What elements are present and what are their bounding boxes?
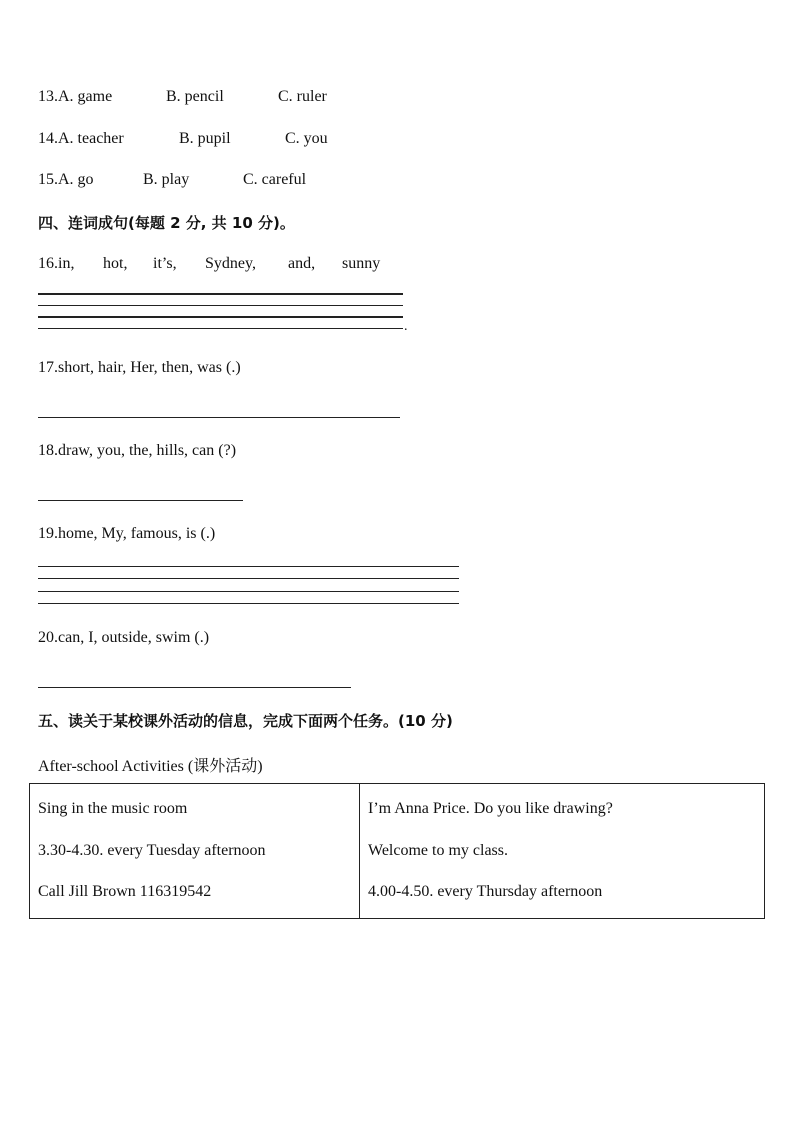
word-list: short, hair, Her, then, was (.) [58,359,241,376]
question-19 [38,525,215,543]
word: hot, [103,255,128,272]
word: it’s, [153,255,177,272]
option-b: B. pencil [166,88,224,105]
answer-line[interactable] [38,328,403,329]
word: in, [58,255,75,272]
question-number: 17. [38,359,58,376]
answer-line[interactable] [38,316,403,318]
word-list: draw, you, the, hills, can (?) [58,442,237,459]
question-number: 18. [38,442,58,459]
answer-line[interactable] [38,603,459,604]
end-period: . [404,319,408,334]
answer-line[interactable] [38,305,403,306]
option-a: A. teacher [58,130,124,147]
question-15 [38,171,306,189]
word: and, [288,255,316,272]
cell-line: 3.30-4.30. every Tuesday afternoon [38,841,266,859]
question-number: 14. [38,130,58,147]
question-number: 20. [38,629,58,646]
option-b: B. pupil [179,130,231,147]
answer-line[interactable] [38,293,403,295]
question-number: 19. [38,525,58,542]
word-list: can, I, outside, swim (.) [58,629,210,646]
question-16 [38,255,380,273]
answer-line[interactable] [38,500,243,501]
question-18 [38,442,236,460]
question-20 [38,629,209,647]
cell-line: Welcome to my class. [368,841,509,859]
option-b: B. play [143,171,190,188]
answer-line[interactable] [38,566,459,567]
cell-line: Call Jill Brown 116319542 [38,883,212,900]
question-13 [38,88,327,106]
section-5-heading: 五、读关于某校课外活动的信息，完成下面两个任务。(10 分) [38,712,453,730]
answer-line[interactable] [38,578,459,579]
question-14 [38,130,328,148]
cell-line: 4.00-4.50. every Thursday afternoon [368,883,603,900]
option-a: A. game [58,88,113,105]
question-number: 13. [38,88,58,105]
word: Sydney, [205,255,256,272]
cell-line: Sing in the music room [38,800,188,817]
question-number: 15. [38,171,58,188]
activity-cell-right [360,784,765,919]
answer-line[interactable] [38,417,400,418]
answer-line[interactable] [38,591,459,592]
option-a: A. go [58,171,94,188]
option-c: C. ruler [278,88,327,105]
option-c: C. you [285,130,328,147]
section-4-heading: 四、连词成句(每题 2 分, 共 10 分)。 [38,214,295,232]
question-number: 16. [38,255,58,272]
answer-line[interactable] [38,687,351,688]
activity-cell-left [30,784,360,919]
option-c: C. careful [243,171,307,188]
activities-title: After-school Activities (课外活动) [38,758,263,775]
cell-line: I’m Anna Price. Do you like drawing? [368,800,613,817]
word-list: home, My, famous, is (.) [58,525,216,542]
activities-table [29,783,765,919]
question-17 [38,359,241,377]
word: sunny [342,255,381,272]
